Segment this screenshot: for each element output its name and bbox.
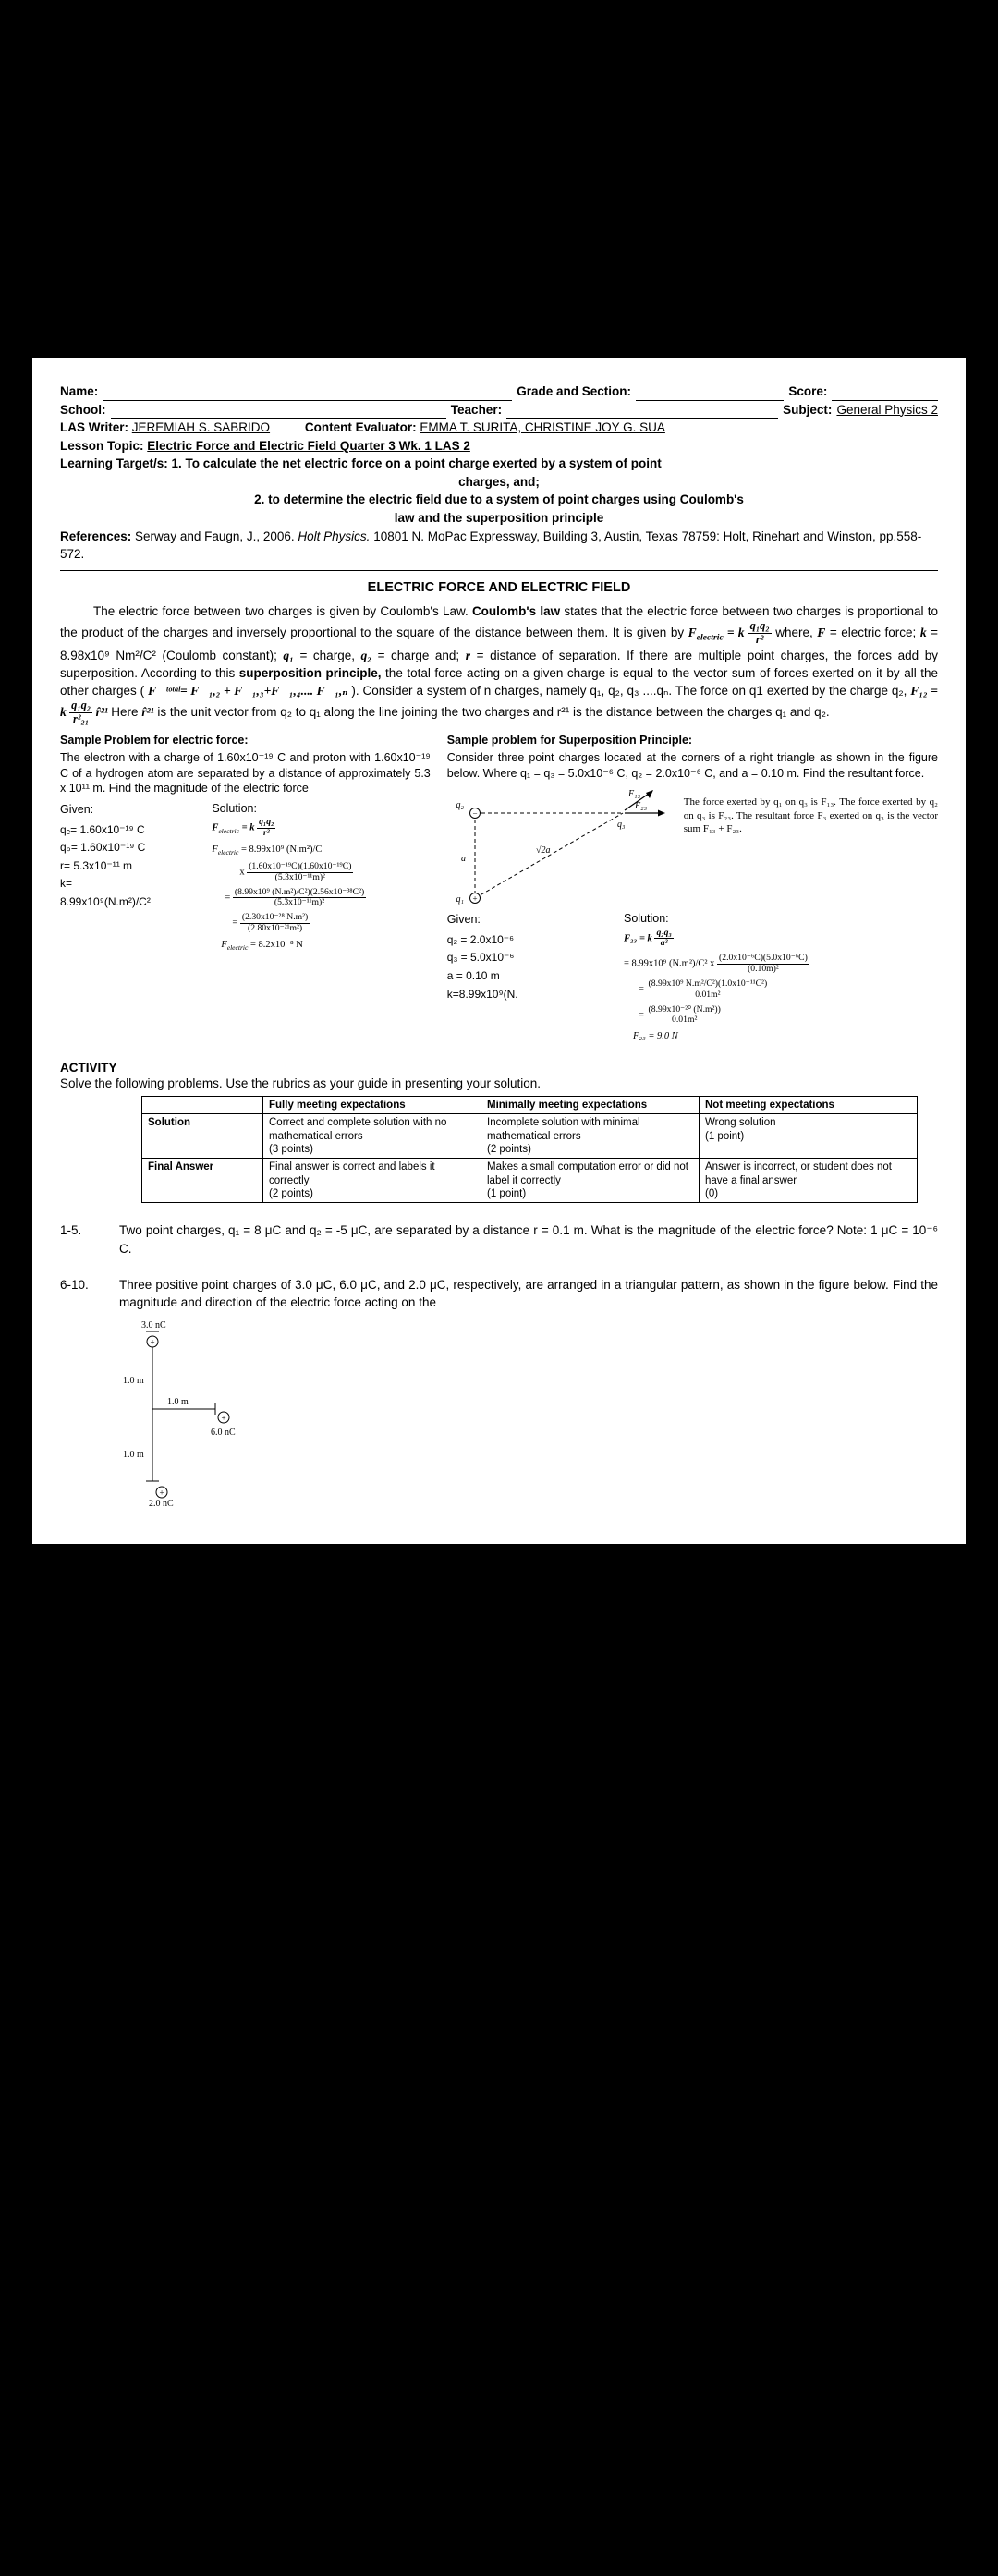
page-title: ELECTRIC FORCE AND ELECTRIC FIELD xyxy=(367,579,631,595)
problem-number: 6-10. xyxy=(60,1277,89,1292)
symbol-r: r xyxy=(465,648,471,662)
formula-text: = 8.99x10⁹ (N.m²)/C xyxy=(238,844,323,855)
right-charge-label: 6.0 nC xyxy=(211,1428,236,1439)
formula-line xyxy=(639,979,938,1001)
bottom-charge-sign: + xyxy=(159,1488,164,1498)
school-label: School: xyxy=(60,402,106,417)
header-line-name xyxy=(60,383,938,401)
distance-1-label: 1.0 m xyxy=(123,1376,144,1387)
formula-line xyxy=(239,862,430,883)
given-line: q₂ = 2.0x10⁻⁶ xyxy=(446,932,515,946)
rubric-row-label: Solution xyxy=(142,1114,263,1159)
formula-line xyxy=(221,939,430,953)
formula-operator: x xyxy=(239,867,248,878)
formula-line xyxy=(212,818,430,839)
rubric-cell xyxy=(481,1114,700,1159)
fraction-denominator: (2.80x10⁻²¹m²) xyxy=(248,922,303,933)
given-line: k=8.99x10⁹(N. xyxy=(446,987,518,1001)
fraction-numerator: q₂q₃ xyxy=(656,927,672,938)
fraction-numerator: (8.99x10⁹ N.m²/C²)(1.0x10⁻¹¹C²) xyxy=(648,978,768,989)
header-line-writer xyxy=(60,419,938,437)
triangle-figure-row xyxy=(447,785,938,907)
rubric-cell-text: Makes a small computation error or did not label it correctly xyxy=(487,1161,688,1186)
score-blank xyxy=(832,387,938,401)
formula-F-subscript: electric xyxy=(218,827,239,836)
fraction-denominator: r²₂₁ xyxy=(73,711,90,725)
formula-line xyxy=(225,888,430,909)
intro-seg: ). Consider a system of n charges, namely q₁, q₂, q₃ ....qₙ. The force on q1 exerted by the charge q₂, xyxy=(347,683,911,698)
rubric-cell-text: Final answer is correct and labels it correctly xyxy=(269,1161,435,1186)
grade-section-blank xyxy=(636,387,784,401)
rubric-cell xyxy=(700,1159,918,1203)
formula-F-subscript: electric xyxy=(696,632,724,643)
intro-bold-superposition: superposition principle, xyxy=(238,665,382,680)
given-line: 8.99x10⁹(N.m²)/C² xyxy=(60,894,151,908)
formula-fraction xyxy=(233,888,366,909)
given-line: q₃ = 5.0x10⁻⁶ xyxy=(446,951,515,965)
name-label: Name: xyxy=(60,384,99,398)
hypotenuse-label: √2a xyxy=(535,845,551,857)
learning-target-1-text: 1. To calculate the net electric force on a point charge exerted by a system of point xyxy=(171,456,662,471)
given-line: r= 5.3x10⁻¹¹ m xyxy=(60,858,133,872)
given-label: Given: xyxy=(446,913,481,927)
sample-problems xyxy=(60,734,938,1048)
bottom-charge-label: 2.0 nC xyxy=(149,1499,174,1509)
fraction-numerator: (8.99x10⁻²⁰ (N.m²)) xyxy=(648,1003,721,1015)
formula-F-subscript: electric xyxy=(226,942,249,952)
sample-superposition-heading: Sample problem for Superposition Principle: xyxy=(446,733,693,747)
intro-seg: = distance of separation. If there are multiple point charges, the forces add by superposition. According to this xyxy=(60,648,938,680)
fraction-numerator: q₁q₂ xyxy=(259,817,274,828)
formula-operator: = xyxy=(639,1010,647,1021)
learning-target-2-line2: law and the superposition principle xyxy=(394,510,604,525)
formula-line xyxy=(624,954,938,975)
solution-column xyxy=(212,801,430,957)
fraction-numerator: (8.99x10⁹ (N.m²)/C²)(2.56x10⁻³⁸C²) xyxy=(234,886,365,897)
rubric-cell xyxy=(481,1159,700,1203)
formula-fraction xyxy=(247,862,353,883)
fraction-denominator: r² xyxy=(262,828,270,839)
header-line-school xyxy=(60,401,938,419)
teacher-blank xyxy=(506,405,778,419)
content-evaluator-value: EMMA T. SURITA, CHRISTINE JOY G. SUA xyxy=(420,420,665,435)
fraction-numerator: (2.0x10⁻⁶C)(5.0x10⁻⁶C) xyxy=(719,953,808,964)
formula-line xyxy=(633,1030,938,1043)
rubric-cell-points: (1 point) xyxy=(705,1130,745,1142)
references-text-post: 10801 N. MoPac Expressway, Building 3, Austin, Texas 78759: Holt, Rinehart and Winston, pp.558-572. xyxy=(60,529,922,562)
name-blank xyxy=(103,387,512,401)
given-label: Given: xyxy=(60,803,94,817)
learning-targets xyxy=(60,455,938,527)
charge-q2-sign: − xyxy=(472,808,478,819)
header-divider xyxy=(60,570,938,571)
sample-force-work xyxy=(60,801,431,957)
sample-superposition xyxy=(447,734,938,1048)
rubric-cell xyxy=(700,1114,918,1159)
rubric-header-not: Not meeting expectations xyxy=(700,1096,918,1113)
lesson-topic-label: Lesson Topic: xyxy=(60,438,144,453)
q1-label: q₁ xyxy=(456,894,464,905)
grade-section-label: Grade and Section: xyxy=(517,384,632,398)
rubric-cell-points: (2 points) xyxy=(269,1188,313,1200)
symbol-k: k xyxy=(919,625,927,639)
las-writer-value: JEREMIAH S. SABRIDO xyxy=(131,420,271,435)
worksheet-page xyxy=(32,358,966,1544)
fraction-denominator: r² xyxy=(755,632,764,646)
learning-targets-label: Learning Target/s: xyxy=(60,456,168,471)
f23-arrowhead xyxy=(658,810,665,817)
intro-seg: where, xyxy=(771,625,818,639)
subject-label: Subject: xyxy=(783,402,833,417)
formula-line xyxy=(212,844,430,857)
fraction-denominator: 0.01m² xyxy=(695,989,721,1000)
formula-unit-vector: r̂²¹ xyxy=(92,705,112,720)
given-line: qₑ= 1.60x10⁻¹⁹ C xyxy=(60,822,145,836)
top-charge-sign: + xyxy=(150,1337,155,1347)
rubric-header-fully: Fully meeting expectations xyxy=(263,1096,481,1113)
header-line-lesson-topic xyxy=(60,437,938,456)
references-label: References: xyxy=(60,529,132,543)
activity-heading: ACTIVITY xyxy=(60,1060,117,1075)
side-a-label: a xyxy=(460,854,466,865)
rubric-row-label: Final Answer xyxy=(142,1159,263,1203)
formula-line xyxy=(639,1005,938,1027)
rubric-row-final-answer xyxy=(142,1159,918,1203)
symbol-q2: q₂ xyxy=(360,648,372,662)
rubric-cell-text: Answer is incorrect, or student does not have a final answer xyxy=(705,1161,892,1186)
symbol-q1: q₁ xyxy=(283,648,294,662)
fraction-numerator: (2.30x10⁻²⁸ N.m²) xyxy=(241,912,309,923)
references-book-title: Holt Physics. xyxy=(298,529,371,543)
solution-label: Solution: xyxy=(212,802,257,816)
formula-F-subscript: electric xyxy=(217,848,239,857)
fraction-numerator: q₁q₂ xyxy=(71,699,91,712)
sample-force-heading: Sample Problem for electric force: xyxy=(60,733,249,747)
given-line: k= xyxy=(60,877,73,891)
formula-fraction xyxy=(748,620,772,647)
f13-arrowhead xyxy=(646,790,653,798)
problem-text: Three positive point charges of 3.0 μC, 6.0 μC, and 2.0 μC, respectively, are arranged in a triangular pattern, as shown in the figure below. Find the magnitude and direction of the electric force acting on the xyxy=(119,1277,938,1309)
rubric-table xyxy=(141,1096,918,1204)
intro-seg: The electric force between two charges is given by Coulomb's Law. xyxy=(93,603,472,618)
charge-q1-sign: + xyxy=(472,893,478,904)
worksheet-header xyxy=(60,383,938,564)
learning-target-2-line1: 2. to determine the electric field due to a system of point charges using Coulomb's xyxy=(254,492,744,507)
sample-electric-force xyxy=(60,734,431,1048)
intro-seg: = 8.98x10⁹ Nm²/C² (Coulomb constant); xyxy=(60,625,938,662)
top-charge-label: 3.0 nC xyxy=(141,1320,166,1331)
formula-fraction xyxy=(257,818,275,839)
rubric-cell-text: Wrong solution xyxy=(705,1117,776,1129)
lesson-topic-value: Electric Force and Electric Field Quarter 3 Wk. 1 LAS 2 xyxy=(147,438,470,453)
formula-operator: = xyxy=(639,984,647,995)
unit-vector-symbol: r̂²¹ xyxy=(141,705,154,720)
formula-equals-k: = k xyxy=(238,823,258,834)
rubric-cell xyxy=(263,1114,481,1159)
formula-F: F xyxy=(212,823,219,834)
formula-equals-k: = k xyxy=(723,625,748,639)
formula-F12-equals-k: = k xyxy=(60,683,938,720)
intro-seg: = charge and; xyxy=(371,648,466,662)
given-column xyxy=(60,801,212,911)
rubric-header-minimally: Minimally meeting expectations xyxy=(481,1096,700,1113)
formula-fraction xyxy=(654,929,673,950)
solution-column xyxy=(624,911,938,1047)
f23-label: F₂₃ xyxy=(634,801,647,812)
formula-operator: = xyxy=(232,917,240,929)
distance-2-label: 1.0 m xyxy=(123,1450,144,1461)
formula-fraction xyxy=(240,913,310,934)
content-evaluator-label: Content Evaluator: xyxy=(304,420,417,435)
right-charge-sign: + xyxy=(221,1413,226,1423)
learning-target-1-line2: charges, and; xyxy=(458,474,540,489)
formula-F23: F₂₃ = k xyxy=(624,933,655,944)
fraction-denominator: (5.3x10⁻¹¹m)² xyxy=(274,871,325,882)
problem-text: Two point charges, q₁ = 8 μC and q₂ = -5 μC, are separated by a distance r = 0.1 m. What is the magnitude of the electric force? Note: 1 μC = 10⁻⁶ C. xyxy=(119,1223,938,1256)
sample-superposition-description: Consider three point charges located at the corners of a right triangle as shown in the figure below. Where q₁ = q₃ = 5.0x10⁻⁶ C, q₂ = 2.0x10⁻⁶ C, and a = 0.10 m. Find the resultant force. xyxy=(446,750,938,780)
subject-value: General Physics 2 xyxy=(836,402,938,417)
horizontal-distance-label: 1.0 m xyxy=(167,1397,189,1408)
fraction-numerator: (1.60x10⁻¹⁹C)(1.60x10⁻¹⁹C) xyxy=(249,860,352,871)
fraction-denominator: (0.10m)² xyxy=(748,964,779,975)
formula-fraction-2 xyxy=(69,699,92,726)
rubric-cell-points: (0) xyxy=(705,1188,719,1200)
rubric-cell-text: Incomplete solution with minimal mathematical errors xyxy=(487,1117,640,1142)
formula-fraction xyxy=(647,1005,723,1027)
rubric-cell-points: (2 points) xyxy=(487,1143,531,1155)
rubric-header-empty xyxy=(142,1096,263,1113)
formula-line xyxy=(232,913,430,934)
formula-text: = 8.99x10⁹ (N.m²)/C² x xyxy=(624,958,718,969)
charge-arrangement-figure-wrap xyxy=(116,1318,938,1513)
rubric-row-solution xyxy=(142,1114,918,1159)
intro-seg: = charge, xyxy=(293,648,361,662)
intro-paragraph xyxy=(60,602,938,726)
given-line: qₚ= 1.60x10⁻¹⁹ C xyxy=(60,841,146,855)
problem-1-5 xyxy=(60,1221,938,1257)
activity-intro: Solve the following problems. Use the rubrics as your guide in presenting your solution. xyxy=(60,1075,542,1090)
rubric-cell-points: (1 point) xyxy=(487,1188,527,1200)
formula-F: F xyxy=(221,939,227,950)
intro-bold-coulombs-law: Coulomb's law xyxy=(471,603,561,618)
rubric-cell-points: (3 points) xyxy=(269,1143,313,1155)
intro-seg: = electric force; xyxy=(825,625,920,639)
fraction-numerator: q₁q₂ xyxy=(749,618,770,632)
figure-side-text: The force exerted by q₁ on q₃ is F₁₃. The force exerted by q₂ on q₃ is F₂₃. The resultant force F₃ exerted on q₃ is the vector sum F₁₃ + F₂₃. xyxy=(683,796,938,834)
activity-section xyxy=(60,1061,938,1513)
rubric-cell-text: Correct and complete solution with no mathematical errors xyxy=(269,1117,447,1142)
references-text-pre: Serway and Faugn, J., 2006. xyxy=(131,529,298,543)
formula-F12: F₁₂ xyxy=(910,683,928,698)
solution-label: Solution: xyxy=(624,912,669,926)
learning-target-1-line1 xyxy=(60,455,938,473)
problem-6-10 xyxy=(60,1276,938,1311)
score-label: Score: xyxy=(788,384,828,398)
charge-arrangement-figure xyxy=(116,1318,310,1508)
school-blank xyxy=(111,405,446,419)
intro-seg: is the unit vector from q₂ to q₁ along the line joining the two charges and r²¹ is the distance between the charges q₁ and q₂. xyxy=(153,705,830,720)
q2-label: q₂ xyxy=(456,800,464,811)
formula-total-force: F⃗ᵗᵒᵗᵃˡ= F⃗₁,₂ + F⃗₁,₃+F⃗₁,₄.... F⃗₁,ₙ xyxy=(148,683,348,698)
las-writer-label: LAS Writer: xyxy=(60,420,129,435)
formula-line xyxy=(624,929,938,950)
formula-F: F xyxy=(212,844,218,855)
q3-label: q₃ xyxy=(616,820,626,831)
teacher-label: Teacher: xyxy=(450,402,503,417)
given-line: a = 0.10 m xyxy=(446,968,500,982)
fraction-denominator: (5.3x10⁻¹¹m)² xyxy=(274,897,325,908)
formula-F: F xyxy=(688,625,697,639)
formula-result: = 8.2x10⁻⁸ N xyxy=(248,939,303,950)
right-triangle-figure xyxy=(447,785,678,907)
triangle-hypotenuse xyxy=(475,813,623,898)
symbol-F: F xyxy=(817,625,826,639)
rubric-header-row xyxy=(142,1096,918,1113)
sample-superposition-work xyxy=(447,911,938,1047)
intro-seg: states that the electric force between two charges is proportional to the product of the charges and inversely proportional to the square of the distance between them. It is given by xyxy=(60,603,938,639)
sample-force-description: The electron with a charge of 1.60x10⁻¹⁹ C and proton with 1.60x10⁻¹⁹ C of a hydrogen atom are separated by a distance of approximately 5.3 x 10¹¹ m. Find the magnitude of the electric force xyxy=(60,750,431,796)
formula-operator: = xyxy=(225,893,233,904)
intro-seg: Here xyxy=(111,705,142,720)
formula-fraction xyxy=(647,979,770,1001)
formula-fraction xyxy=(717,954,809,975)
f13-label: F₁₃ xyxy=(627,789,640,800)
intro-seg: the total force acting on a given charge is equal to the vector sum of forces exerted on it by all the other charges ( xyxy=(60,665,938,698)
fraction-denominator: a² xyxy=(660,938,668,949)
formula-result: F₂₃ = 9.0 N xyxy=(633,1031,678,1042)
rubric-cell xyxy=(263,1159,481,1203)
fraction-denominator: 0.01m² xyxy=(672,1015,698,1026)
references xyxy=(60,528,938,564)
problem-number: 1-5. xyxy=(60,1223,82,1238)
given-column xyxy=(447,911,624,1003)
